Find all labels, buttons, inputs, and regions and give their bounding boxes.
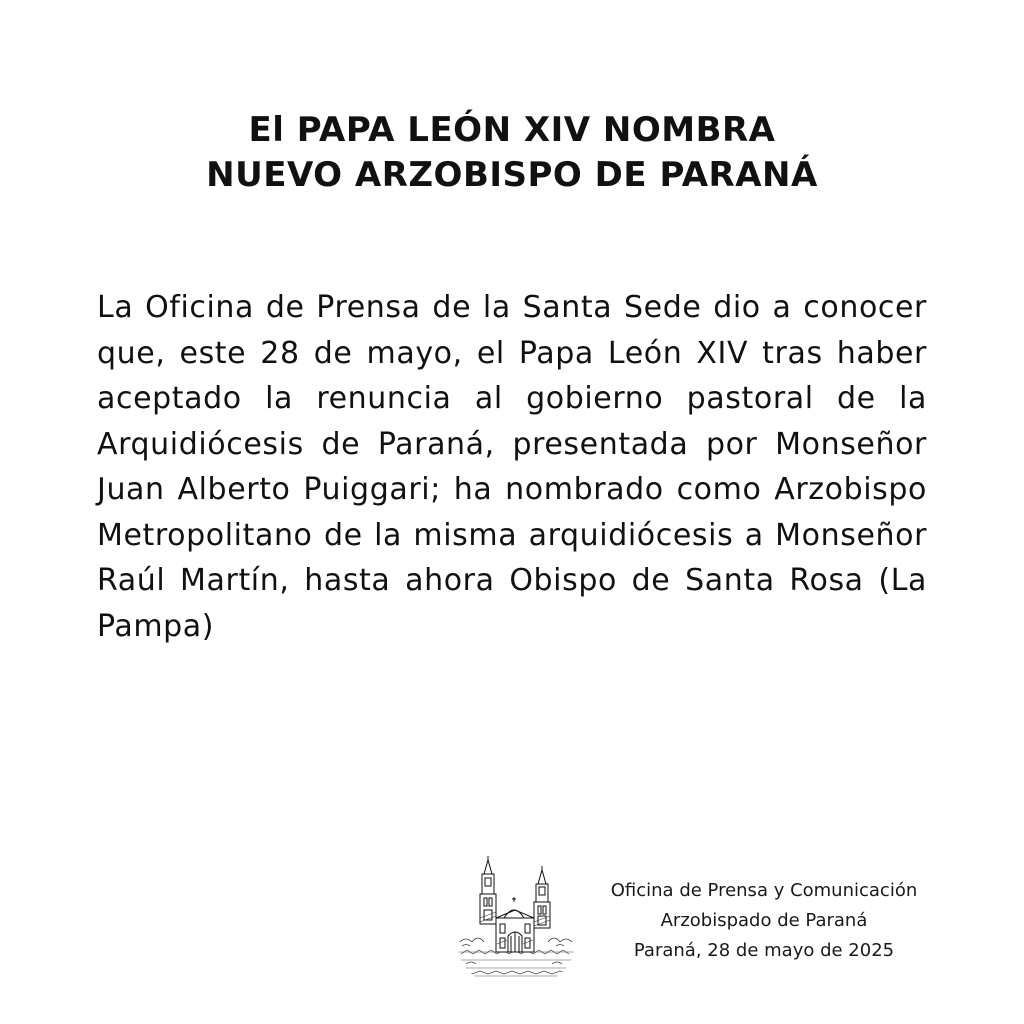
headline-line-2: NUEVO ARZOBISPO DE PARANÁ (206, 155, 818, 195)
press-office-name: Oficina de Prensa y Comunicación (610, 880, 918, 901)
cathedral-sketch-icon (456, 856, 576, 986)
footer-credits (574, 876, 954, 966)
headline (0, 108, 1024, 198)
announcement-paragraph: La Oficina de Prensa de la Santa Sede dio a conocer que, este 28 de mayo, el Papa León XIV tras haber aceptado la renuncia al gobierno pastoral de la Arquidiócesis de Paraná, presentada por Monseñor Juan Alberto Puiggari; ha nombrado como Arzobispo Metropolitano de la misma arquidiócesis a Monseñor Raúl Martín, hasta ahora Obispo de Santa Rosa (La Pampa) (97, 290, 927, 644)
headline-line-1: El PAPA LEÓN XIV NOMBRA (248, 110, 776, 150)
signature-block (456, 856, 956, 986)
archdiocese-name: Arzobispado de Paraná (660, 910, 868, 931)
dateline: Paraná, 28 de mayo de 2025 (633, 940, 895, 961)
